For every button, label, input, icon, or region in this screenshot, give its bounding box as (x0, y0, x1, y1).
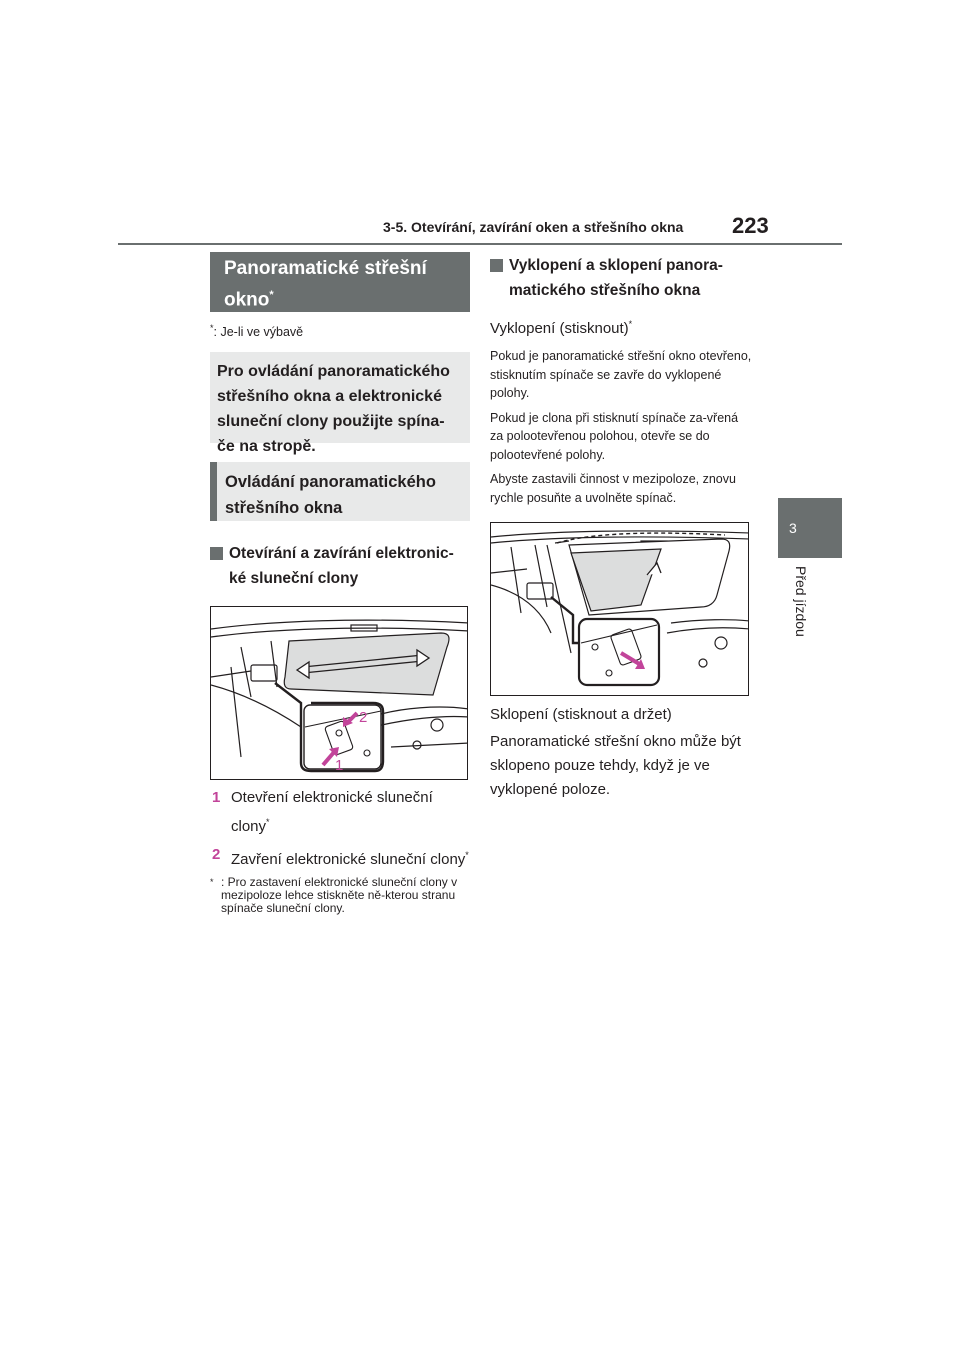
section-heading-mark: * (269, 289, 274, 301)
close-text: Panoramatické střešní okno může být sklopeno pouze tehdy, když je ve vyklopené poloze. (490, 733, 741, 798)
sub-heading: Ovládání panoramatického střešního okna (210, 462, 470, 521)
figure-label-1: 1 (335, 757, 344, 775)
sunshade-heading (210, 541, 470, 591)
tilt-mark: * (628, 319, 633, 329)
tilt-paragraph-1: Pokud je panoramatické střešní okno otevřeno, stisknutím spínače se zavře do vyklopené polohy. (490, 349, 752, 400)
figure-label-2: 2 (359, 709, 368, 727)
square-bullet-icon (210, 547, 223, 560)
legend-number: 2 (212, 846, 221, 864)
tilt-paragraph-3: Abyste zastavili činnost v mezipoloze, znovu rychle posuňte a uvolněte spínač. (490, 472, 736, 505)
tilt-label (490, 312, 752, 341)
header-rule (118, 243, 842, 245)
legend-number: 1 (212, 789, 221, 807)
intro-box: Pro ovládání panoramatického střešního okna a elektronické sluneční clony použijte spína-če na stropě. (210, 352, 470, 443)
legend-item (210, 843, 470, 872)
sunshade-note (210, 876, 470, 915)
tilt-label-text: Vyklopení (stisknout) (490, 320, 629, 337)
left-column (210, 252, 470, 915)
page-number: 223 (732, 213, 769, 238)
footnote-text: : Je-li ve výbavě (213, 325, 304, 340)
legend-text (231, 786, 470, 839)
sunshade-figure (210, 606, 468, 780)
legend-item (210, 786, 470, 839)
tilt-paragraph-2: Pokud je clona při stisknutí spínače za-vřená za polootevřenou polohou, otevře se do polootevřené polohy. (490, 410, 739, 462)
legend-mark: * (465, 850, 469, 861)
section-heading (210, 252, 470, 312)
chapter-number: 3 (789, 520, 797, 536)
right-column (490, 252, 752, 802)
chapter-tab[interactable] (778, 498, 842, 558)
running-header-title: 3-5. Otevírání, zavírání oken a střešního okna (383, 219, 684, 235)
legend-text-content: Otevření elektronické sluneční clony (231, 789, 433, 836)
section-heading-text: Panoramatické střešní okno (224, 258, 427, 311)
legend-text-content: Zavření elektronické sluneční clony (231, 851, 466, 869)
note-mark: * (210, 877, 214, 888)
close-label: Sklopení (stisknout a držet) (490, 706, 672, 723)
legend-mark: * (266, 817, 270, 828)
sunshade-heading-text: Otevírání a zavírání elektronic-ké sluneční clony (229, 545, 454, 588)
footnote-mark: * (210, 323, 214, 333)
chapter-name: Před jízdou (793, 566, 809, 637)
tilt-illustration (491, 523, 749, 696)
square-bullet-icon (490, 259, 503, 272)
tilt-heading-text: Vyklopení a sklopení panora-matického střešního okna (509, 257, 723, 299)
note-text: : Pro zastavení elektronické sluneční clony v mezipoloze lehce stiskněte ně-kterou stranu spínače sluneční clony. (221, 875, 458, 916)
sunshade-illustration (211, 607, 468, 780)
legend-list (210, 786, 470, 872)
legend-text (231, 843, 469, 872)
tilt-figure (490, 522, 749, 696)
availability-footnote (210, 323, 470, 339)
tilt-heading (490, 253, 752, 303)
